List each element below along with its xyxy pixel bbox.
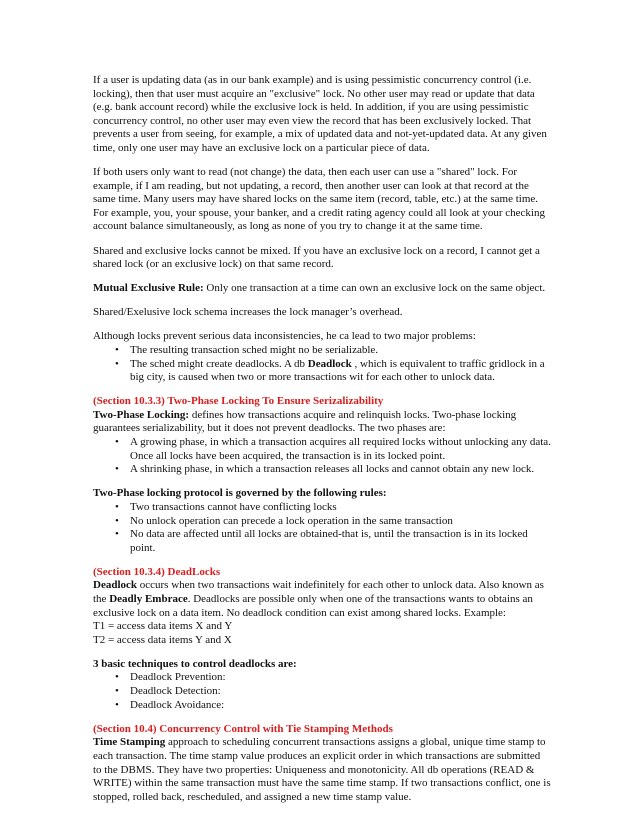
rule-label: Mutual Exclusive Rule:: [93, 282, 204, 295]
time-stamping-definition: Time Stamping approach to scheduling concurrent transactions assigns a global, unique time stamp to each transaction. The time stamp value produces an explicit order in which transactions are submitted to the DBMS. They have two properties: Uniqueness and monotonicity. All db operations (READ & WRITE) within the same transaction must have the same time stamp. If two transactions conflict, one is stopped, rolled back, rescheduled, and assigned a new time stamp value.: [93, 736, 551, 803]
list-item: • Deadlock Prevention:: [93, 671, 551, 685]
list-item: • The resulting transaction sched might no be serializable.: [93, 344, 551, 358]
two-phase-definition: Two-Phase Locking: defines how transactions acquire and relinquish locks. Two-phase locking guarantees serializability, but it does not prevent deadlocks. The two phases are:: [93, 408, 517, 435]
section-deadlocks: [93, 566, 551, 648]
list-item: • No data are affected until all locks are obtained-that is, until the transaction is in its locked point.: [93, 528, 551, 555]
deadlock-term: Deadlock: [307, 357, 352, 370]
phases-list: [93, 436, 551, 477]
list-item: • A shrinking phase, in which a transaction releases all locks and cannot obtain any new lock.: [93, 463, 551, 477]
techniques-heading: 3 basic techniques to control deadlocks are:: [93, 657, 297, 670]
example-t1: T1 = access data items X and Y: [93, 620, 233, 633]
section-heading: (Section 10.3.4) DeadLocks: [93, 565, 221, 578]
list-item: • A growing phase, in which a transaction acquires all required locks without unlocking any data. Once all locks have been acquired, the transaction is in its locked point.: [93, 436, 551, 463]
problems-list: [93, 344, 551, 385]
rules-heading: Two-Phase locking protocol is governed by the following rules:: [93, 487, 387, 500]
list-item: • No unlock operation can precede a lock operation in the same transaction: [93, 515, 551, 529]
rules-list: [93, 501, 551, 555]
techniques-list: [93, 671, 551, 712]
paragraph-shared-lock: If both users only want to read (not change) the data, then each user can use a "shared" lock. For example, if I am reading, but not updating, a record, then another user can look at that record at the same time. Many users may have shared locks on the same item (record, table, etc.) at the same time. For example, you, your spouse, your banker, and a credit rating agency could all look at your checking account balance simultaneously, as long as none of you try to change it at the same time.: [93, 166, 545, 233]
section-time-stamping: [93, 723, 551, 805]
deadlock-definition: Deadlock occurs when two transactions wait indefinitely for each other to unlock data. Also known as the Deadly Embrace. Deadlocks are possible only when one of the transactions wants to obtains an exclusive lock on a data item. No deadlock condition can exist among shared locks. Example:: [93, 579, 544, 619]
section-two-phase-locking: [93, 395, 551, 477]
rule-text: Only one transaction at a time can own an exclusive lock on the same object.: [203, 282, 546, 295]
list-item: • Deadlock Detection:: [93, 685, 551, 699]
term: Two-Phase Locking:: [93, 408, 190, 421]
document-page: [93, 74, 551, 804]
list-item: • Two transactions cannot have conflicting locks: [93, 501, 551, 515]
list-item: • Deadlock Avoidance:: [93, 699, 551, 713]
paragraph-exclusive-lock: If a user is updating data (as in our bank example) and is using pessimistic concurrency control (i.e. locking), then that user must acquire an "exclusive" lock. No other user may read or update that data (e.g. bank account record) while the exclusive lock is held. In addition, if you are using pessimistic concurrency control, no other user may even view the record that has been exclusively locked. That prevents a user from seeing, for example, a mix of updated data and not-yet-updated data. At any given time, only one user may have an exclusive lock on a particular piece of data.: [93, 74, 547, 154]
paragraph-mixing-locks: Shared and exclusive locks cannot be mixed. If you have an exclusive lock on a record, I cannot get a shared lock (or an exclusive lock) on that same record.: [93, 244, 540, 271]
example-t2: T2 = access data items Y and X: [93, 633, 232, 646]
section-heading: (Section 10.4) Concurrency Control with Tie Stamping Methods: [93, 722, 393, 735]
list-item: • The sched might create deadlocks. A db Deadlock , which is equivalent to traffic gridlock in a big city, is caused when two or more transactions wit for each other to unlock data.: [93, 358, 551, 385]
paragraph-mutual-exclusive-rule: [93, 282, 551, 296]
paragraph-problems-intro: Although locks prevent serious data inconsistencies, he ca lead to two major problems:: [93, 330, 476, 343]
section-deadlock-techniques: [93, 658, 551, 712]
paragraph-overhead: Shared/Exelusive lock schema increases the lock manager’s overhead.: [93, 306, 403, 319]
section-locking-rules: [93, 487, 551, 555]
section-heading: (Section 10.3.3) Two-Phase Locking To Ensure Serizalizability: [93, 395, 384, 408]
